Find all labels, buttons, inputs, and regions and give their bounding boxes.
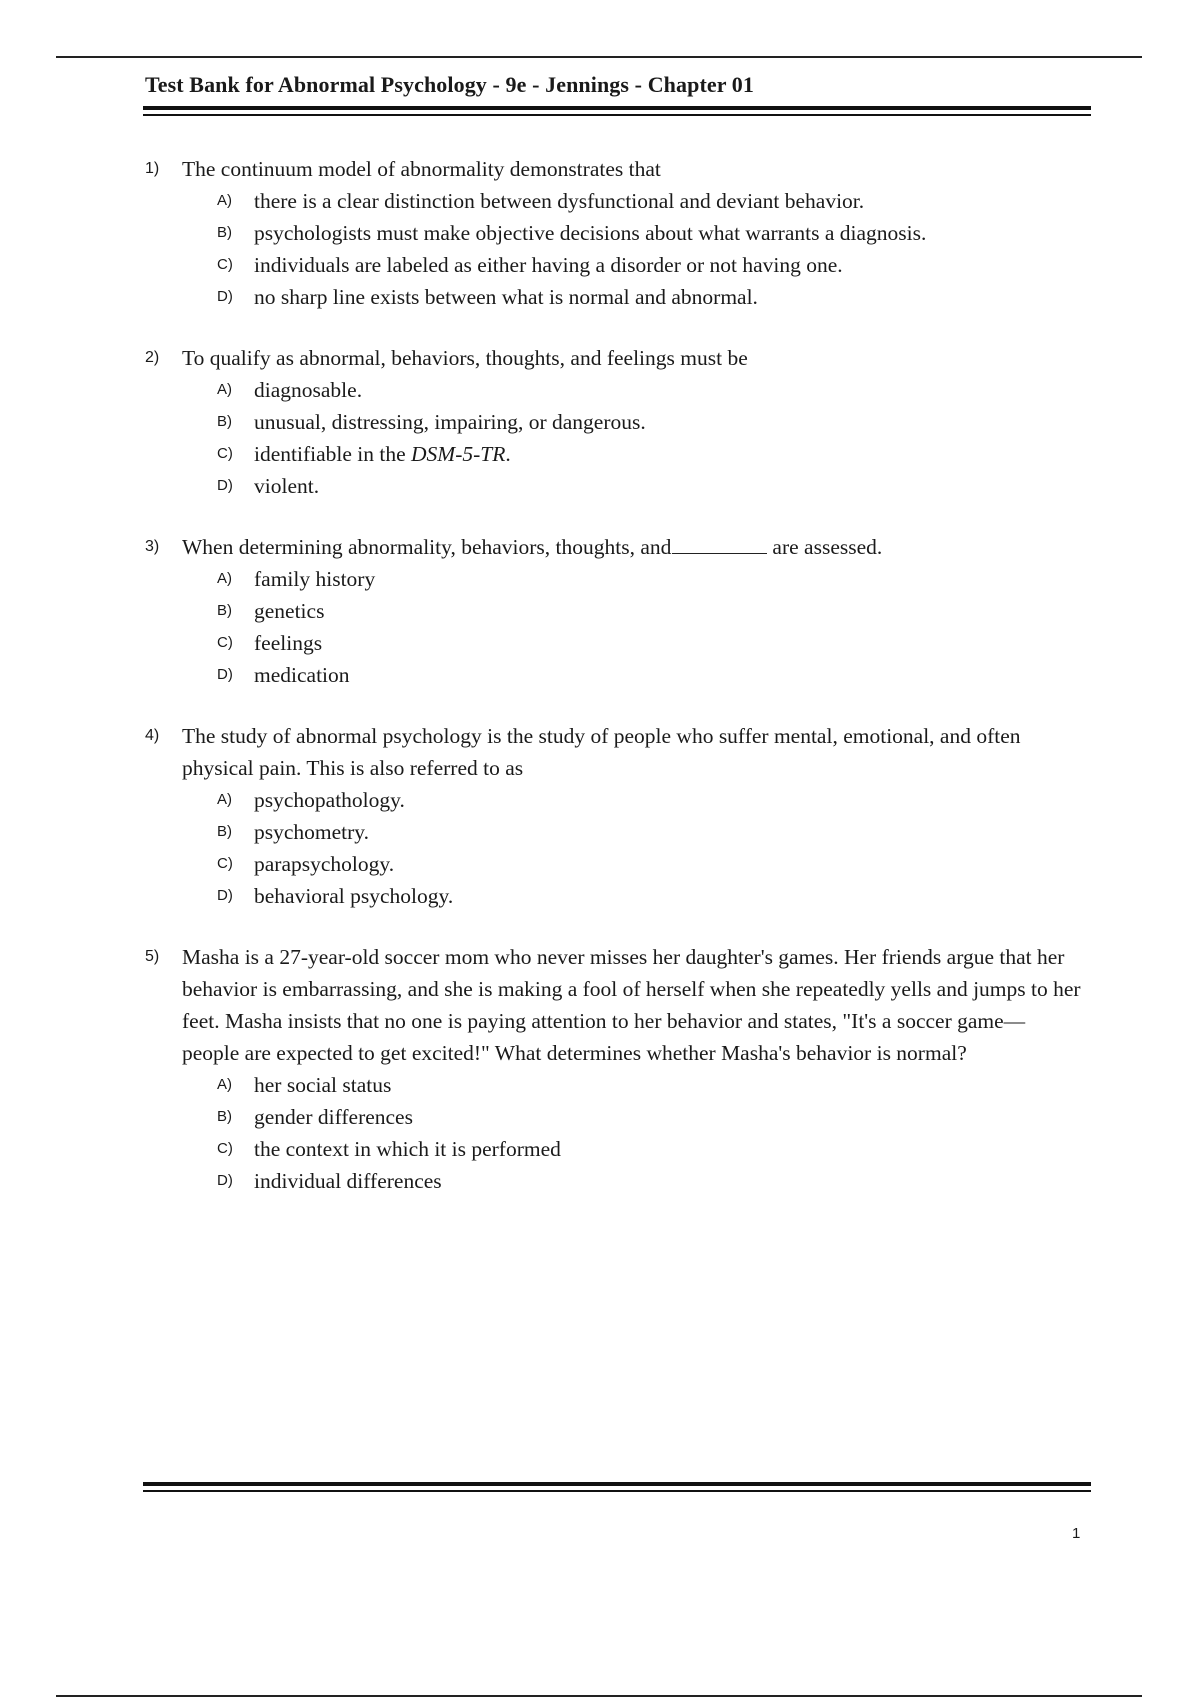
option-text: psychologists must make objective decisions about what warrants a diagnosis.: [254, 221, 927, 245]
option-letter: A): [217, 570, 232, 587]
question-list: [145, 153, 1085, 1226]
option-letter: D): [217, 887, 233, 904]
question-number: 5): [145, 948, 160, 965]
top-page-rule: [56, 56, 1142, 58]
option-text: individual differences: [254, 1169, 442, 1193]
answer-options: [217, 374, 1085, 502]
option-text: feelings: [254, 631, 323, 655]
answer-option-a: [217, 1069, 1085, 1101]
footer-double-rule: [143, 1482, 1091, 1492]
answer-options: [217, 784, 1085, 912]
option-letter: D): [217, 288, 233, 305]
question-text: Masha is a 27-year-old soccer mom who never misses her daughter's games. Her friends argue that her behavior is embarrassing, and she is making a fool of herself when she repeatedly yells and jumps to her feet. Masha insists that no one is paying attention to her behavior and states, "It's a soccer game—people are expected to get excited!" What determines whether Masha's behavior is normal?: [182, 945, 1081, 1065]
answer-option-d: [217, 281, 1085, 313]
answer-option-d: [217, 470, 1085, 502]
option-text: violent.: [254, 474, 320, 498]
answer-option-a: [217, 185, 1085, 217]
option-text: her social status: [254, 1073, 392, 1097]
answer-option-c: [217, 848, 1085, 880]
question-number: 2): [145, 349, 160, 366]
option-text: [254, 438, 511, 470]
option-letter: C): [217, 256, 233, 273]
option-text-prefix: identifiable in the: [254, 442, 412, 466]
question-number: 3): [145, 538, 160, 555]
question-1: [145, 153, 1085, 313]
option-text: no sharp line exists between what is normal and abnormal.: [254, 285, 758, 309]
option-text: unusual, distressing, impairing, or dangerous.: [254, 410, 646, 434]
option-text: diagnosable.: [254, 378, 363, 402]
question-number: 4): [145, 727, 160, 744]
option-text: psychometry.: [254, 820, 370, 844]
option-letter: D): [217, 666, 233, 683]
question-3: [145, 531, 1085, 691]
bottom-page-rule: [56, 1695, 1142, 1697]
option-letter: C): [217, 1140, 233, 1157]
answer-option-d: [217, 659, 1085, 691]
manual-title-italic: DSM-5-TR: [411, 442, 506, 466]
answer-option-c: [217, 249, 1085, 281]
question-number: 1): [145, 160, 160, 177]
option-text: gender differences: [254, 1105, 413, 1129]
option-text: medication: [254, 663, 350, 687]
page-number: 1: [1072, 1525, 1081, 1542]
document-title: Test Bank for Abnormal Psychology - 9e - Jennings - Chapter 01: [145, 72, 755, 97]
option-letter: B): [217, 224, 232, 241]
option-letter: A): [217, 791, 232, 808]
option-letter: B): [217, 413, 232, 430]
answer-options: [217, 563, 1085, 691]
option-text-suffix: .: [505, 442, 511, 466]
answer-option-a: [217, 784, 1085, 816]
option-text: the context in which it is performed: [254, 1137, 561, 1161]
answer-option-c: [217, 627, 1085, 659]
option-letter: D): [217, 1172, 233, 1189]
option-letter: C): [217, 855, 233, 872]
option-letter: A): [217, 381, 232, 398]
option-letter: B): [217, 1108, 232, 1125]
answer-option-b: [217, 1101, 1085, 1133]
answer-option-c: [217, 438, 1085, 470]
option-text: family history: [254, 567, 376, 591]
question-text-before-blank: When determining abnormality, behaviors, thoughts, and: [182, 535, 672, 559]
answer-option-a: [217, 374, 1085, 406]
fill-in-blank-line: [672, 535, 767, 554]
option-text: individuals are labeled as either having a disorder or not having one.: [254, 253, 843, 277]
question-text-after-blank: are assessed.: [772, 535, 883, 559]
answer-option-b: [217, 217, 1085, 249]
option-letter: A): [217, 192, 232, 209]
answer-option-d: [217, 1165, 1085, 1197]
option-letter: C): [217, 445, 233, 462]
question-text: The continuum model of abnormality demonstrates that: [182, 157, 661, 181]
option-text: genetics: [254, 599, 325, 623]
header-double-rule: [143, 106, 1091, 116]
option-letter: D): [217, 477, 233, 494]
answer-options: [217, 1069, 1085, 1197]
answer-options: [217, 185, 1085, 313]
option-letter: B): [217, 823, 232, 840]
answer-option-d: [217, 880, 1085, 912]
question-text: [182, 531, 1082, 563]
answer-option-a: [217, 563, 1085, 595]
option-text: parapsychology.: [254, 852, 395, 876]
option-text: there is a clear distinction between dysfunctional and deviant behavior.: [254, 189, 865, 213]
answer-option-b: [217, 595, 1085, 627]
option-text: psychopathology.: [254, 788, 405, 812]
answer-option-b: [217, 406, 1085, 438]
option-letter: A): [217, 1076, 232, 1093]
option-text: behavioral psychology.: [254, 884, 454, 908]
answer-option-c: [217, 1133, 1085, 1165]
question-4: [145, 720, 1085, 912]
question-text: The study of abnormal psychology is the study of people who suffer mental, emotional, and often physical pain. This is also referred to as: [182, 724, 1021, 780]
question-5: [145, 941, 1085, 1197]
answer-option-b: [217, 816, 1085, 848]
option-letter: C): [217, 634, 233, 651]
question-text: To qualify as abnormal, behaviors, thoughts, and feelings must be: [182, 346, 748, 370]
question-2: [145, 342, 1085, 502]
option-letter: B): [217, 602, 232, 619]
